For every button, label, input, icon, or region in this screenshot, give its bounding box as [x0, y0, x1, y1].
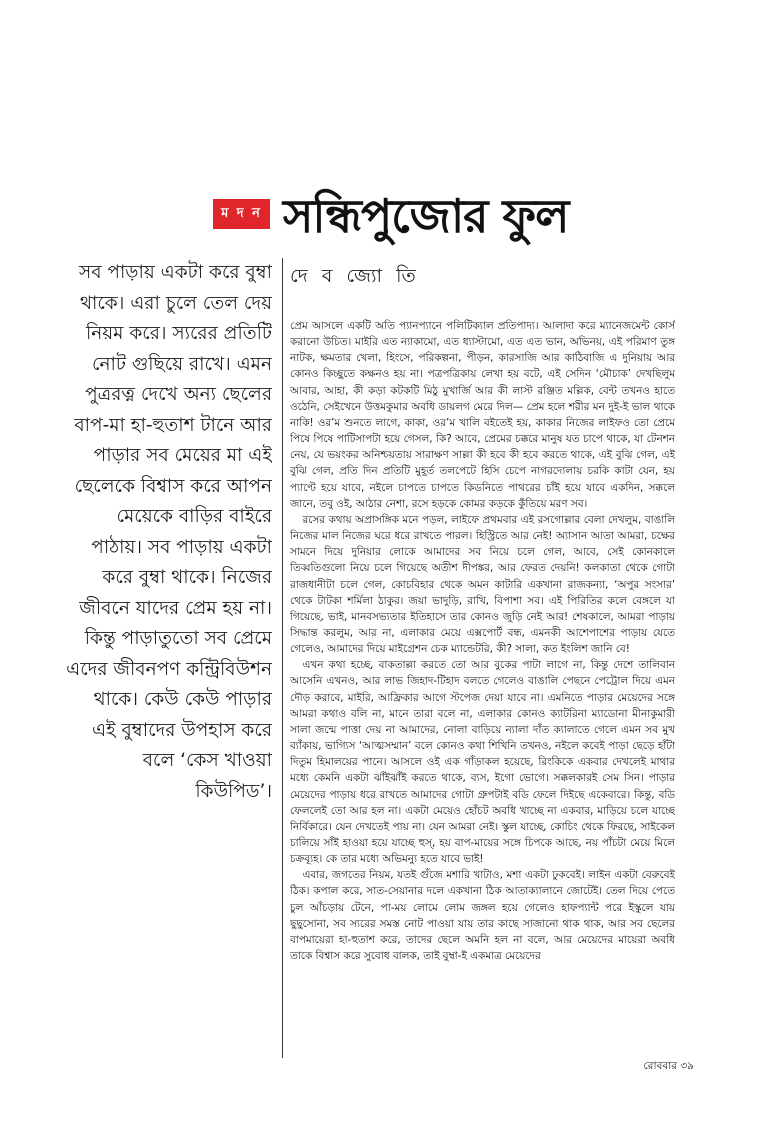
column-divider: [282, 258, 283, 1058]
body-paragraph: প্রেম আসলে একটি অতি প্যানপ্যানে পলিটিক্যাল প্রতিপাদ্য। আলাদা করে ম্যানেজমেন্ট কোর্স করানো উচিত। মাইরি এত ন্যাকামো, এত ধ্যাস্টামো, এত এত ভান, অভিনয়, এই পরিমাণ তুঙ্গ নাটক, ক্ষমতার খেলা, হিংসে, পরিকল্পনা, পীড়ন, কারসাজি আর কাঠিবাজি এ দুনিয়ায় আর কোনও কিচ্ছুতে কক্ষনও হয় না। পত্রপত্রিকায় লেখা হয় বটে, এই সেদিন ‘মৌচাক’ দেখছিলুম আবার, আহা, কী কড়া কটকটি মিঠু মুখার্জি আর কী লাস্ট রঞ্জিত মল্লিক, বেন্ট তখনও হাতে ওঠেনি, সেইখেনে উত্তমকুমার অবধি ডায়লগ মেরে দিল— প্রেম হলে শরীর মন দুই-ই ভাল থাকে নাকি! ওর’ম শুনতে লাগে, কাকা, ওর’ম খালি বইতেই হয়, কাকার নিজের লাইফও তো প্রেমে পিষে পিষে পাটিসাপটা হয়ে গেসল, কি? আবে, প্রেমের চক্করে মানুষ যত চাপে থাকে, যা টেনশন নেয়, যে ভয়ংকর অনিশ্চয়তায় সারাক্ষণ সাল্লা কী হবে কী হবে করতে থাকে, এই বুঝি গেল, এই বুঝি গেল, প্রতি দিন প্রতিটি মুহূর্ত তলপেটে হিসি চেপে নাগরদোলায় চরকি কাটা যেন, হয় প্যাণ্টে হয়ে যাবে, নইলে চাপতে চাপতে কিডনিতে পাথরের চাঁই হয়ে যাবে একদিন, সক্কলে জানে, তবু ওই, আঠার নেশা, রসে হড়কে কোমর কড়কে কুঁতিয়ে মরণ সব।: [290, 320, 675, 510]
body-paragraph: এখন কথা হচ্ছে, বাকতাল্লা করতে তো আর বুকের পাটা লাগে না, কিন্তু দেশে তালিবান আসেনি এখনও, আর লাভ জিহাদ-টিহাদ বলতে গেলেও বাঙালি পেছনে পেট্রোল দিয়ে এমন দৌড় করাবে, মাইরি, আফ্রিকার আগে স্টপেজ দেয়া যাবে না। এমনিতে পাড়ার মেয়েদের সঙ্গে আমরা কথাও বলি না, মানে তারা বলে না, এলাকার কোনও ক্যাটরিনা ম্যাডোনা মীনাকুমারী সালা জন্মে পাত্তা দেয় না আমাদের, নোলা বাড়িয়ে ন্যালা দাঁত ক্যালাতে গেলে এমন সব মুখ ব্যাঁকায়, ভাগ্যিস ‘আত্মসম্মান’ বলে কোনও কথা শিখিনি তখনও, নইলে কবেই পাড়া ছেড়ে হাঁটা দিতুম হিমালয়ের পানে। আসলে ওই এক গাঁড়াকল হয়েছে, রিংকিকে একবার দেখলেই মাথার মধ্যে কেমনি একটা ঝাঁইঝাঁই করতে থাকে, ব্যস, ইগো ভোগে। সক্কলকারই সেম সিন। পাড়ার মেয়েদের পাড়ায় ধরে রাখতে আমাদের গোটা গ্রুপটাই বডি ফেলে দিইছে একেবারে। কিন্তু, বডি ফেললেই তো আর হল না। একটা মেয়েও হোঁচট অবধি খাচ্ছে না একবার, মাড়িয়ে চলে যাচ্ছে নির্বিকারে। যেন দেখতেই পায় না। যেন আমরা নেই। স্কুল যাচ্ছে, কোচিং থেকে ফিরছে, সাইকেল চালিয়ে সাঁই হাওয়া হয়ে যাচ্ছে হুস্, হয় বাপ-মায়ের সঙ্গে চিপকে আছে, নয় পাঁচটা মেয়ে মিলে চক্রব্যূহ। কে তার মধ্যে অভিমন্যু হতে যাবে ভাই!: [290, 659, 675, 866]
page-footer: রোববার ৩৯: [643, 1060, 694, 1072]
pull-quote: [66, 258, 272, 888]
section-badge: ম দ ন: [213, 199, 270, 229]
pull-quote-text: সব পাড়ায় একটা করে বুম্বা থাকে। এরা চুলে তেল দেয় নিয়ম করে। স্যরের প্রতিটি নোট গুছিয়ে রাখে। এমন পুত্ররত্ন দেখে অন্য ছেলের বাপ-মা হা-হুতাশ টানে আর পাড়ার সব মেয়ের মা এই ছেলেকে বিশ্বাস করে আপন মেয়েকে বাড়ির বাইরে পাঠায়। সব পাড়ায় একটা করে বুম্বা থাকে। নিজের জীবনে যাদের প্রেম হয় না। কিন্তু পাড়াতুতো সব প্রেমে এদের জীবনপণ কন্ট্রিবিউশন থাকে। কেউ কেউ পাড়ার এই বুম্বাদের উপহাস করে বলে ‘কেস খাওয়া কিউপিড’।: [66, 262, 272, 802]
author-byline: দে ব জ্যো তি: [290, 265, 420, 287]
body-paragraph: এবার, জগতের নিয়ম, যতই গুঁজে মশারি খাটাও, মশা একটা ঢুকবেই। লাইন একটা বেরুবেই ঠিক। কপাল করে, সাত-সেয়ানার দলে একখানা ঠিক আতাক্যালানে জোটেই। তেল দিয়ে পেতে চুল আঁচড়ায় টেনে, পা-ময় লোমে লোম জঙ্গল হয়ে গেলেও হাফপ্যান্ট পরে ইস্কুলে যায় ছুছুসোনা, সব স্যরের সমস্ত নোট পাওয়া যায় তার কাছে সাজানো থাক থাক, আর সব ছেলের বাপমায়েরা হা-হুতাশ করে, তাদের ছেলে অমনি হল না বলে, আর মেয়েদের মায়েরা অবধি তাকে বিশ্বাস করে সুবোধ বালক, তাই বুম্বা-ই একমাত্র মেয়েদের: [290, 869, 675, 963]
article-body: [290, 318, 675, 1042]
body-paragraph: রসের কথায় অপ্রাসঙ্গিক মনে পড়ল, লাইফে প্রথমবার এই রসগোল্লার বেলা দেখলুম, বাঙালি নিজের মাল নিজের ঘরে ধরে রাখতে পারল। হিস্ট্রিতে আর নেই! অ্যাসান আতা আমরা, চক্ষের সামনে দিয়ে দুনিয়ার লোকে আমাদের সব নিয়ে চলে গেল, আবে, সেই কোনকালে তিব্বতিগুলো নিয়ে চলে গিয়েছে অতীশ দীপঙ্কর, আর ফেরত দেয়নি! কলকাতা থেকে গোটা রাজধানীটা চলে গেল, কোচবিহার থেকে অমন কাটারি একখানা রাজকন্যা, ‘অপুর সংসার’ থেকে টাটকা শর্মিলা ঠাকুর। জয়া ভাদুড়ি, রাখি, বিপাশা সব। এই পিরিতির কলে বেঙ্গলে যা গিয়েছে, ভাই, মানবসভ্যতার ইতিহাসে তার কোনও জুড়ি নেই আর! শেষকালে, আমরা পাড়ায় সিদ্ধান্ত করলুম, আর না, এলাকার মেয়ে এক্সপোর্ট বন্ধ, এমনকী আশেপাশের পাড়ায় যেতে গেলেও, আমাদের দিয়ে মাইগ্রেশন চেক ম্যান্ডেটরি, কী? সালা, কত ইংলিশ জানি বে!: [290, 513, 675, 656]
article-title: সন্ধিপুজোর ফুল: [283, 189, 569, 243]
